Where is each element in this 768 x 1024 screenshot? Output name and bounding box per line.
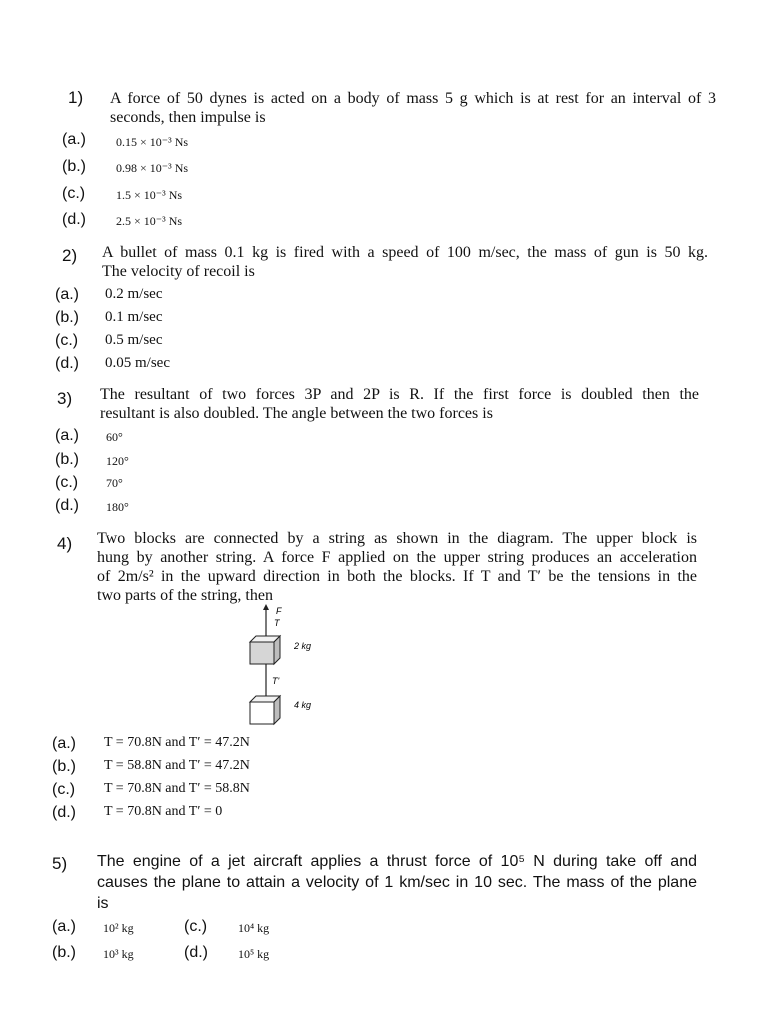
question-5-stem <box>97 851 697 914</box>
question-1-option-d-text: 2.5 × 10⁻³ Ns <box>116 214 183 228</box>
question-4-stem-line-2: hung by another string. A force F applied on the upper string produces an acceleration <box>97 549 697 566</box>
question-3-option-c-label: (c.) <box>55 474 79 491</box>
question-2-stem-line-1: A bullet of mass 0.1 kg is fired with a speed of 100 m/sec, the mass of gun is 50 kg. <box>102 244 708 261</box>
question-1-number: 1) <box>68 88 84 107</box>
question-5-stem-line-2: causes the plane to attain a velocity of 1 km/sec in 10 sec. The mass of the plane <box>97 874 697 891</box>
question-2-option-a-label: (a.) <box>55 286 79 303</box>
question-2-stem-line-2: The velocity of recoil is <box>102 263 255 280</box>
upper-block-front <box>250 642 274 664</box>
question-3-stem-line-1: The resultant of two forces 3P and 2P is R. If the first force is doubled then the <box>100 386 699 403</box>
lower-block-front <box>250 702 274 724</box>
lower-tension-label: T' <box>272 676 280 686</box>
question-4-option-a-label: (a.) <box>52 735 76 752</box>
question-3-stem-line-2: resultant is also doubled. The angle between the two forces is <box>100 405 493 422</box>
question-3-option-a-label: (a.) <box>55 427 79 444</box>
question-4-option-d-label: (d.) <box>52 804 76 821</box>
question-1-option-a-text: 0.15 × 10⁻³ Ns <box>116 135 189 149</box>
question-5-stem-line-3: is <box>97 895 109 912</box>
question-2-number: 2) <box>62 246 78 265</box>
lower-mass-label: 4 kg <box>294 700 312 710</box>
question-5-option-d-text: 10⁵ kg <box>238 947 270 961</box>
question-3-option-a-text: 60° <box>106 430 123 444</box>
question-3-option-d-label: (d.) <box>55 497 79 514</box>
question-5-option-b-text: 10³ kg <box>103 947 134 961</box>
question-2-option-c-text: 0.5 m/sec <box>105 332 163 348</box>
question-5-option-d-label: (d.) <box>184 944 208 961</box>
question-3-option-c-text: 70° <box>106 476 123 490</box>
question-2-option-c-label: (c.) <box>55 332 79 349</box>
question-4-option-b-text: T = 58.8N and T′ = 47.2N <box>104 758 250 773</box>
question-4-stem-line-3: of 2m/s² in the upward direction in both the blocks. If T and T′ be the tensions in the <box>97 568 697 585</box>
question-2-option-d-text: 0.05 m/sec <box>105 355 170 371</box>
question-1-option-c-label: (c.) <box>62 185 86 202</box>
two-blocks-diagram <box>240 602 330 732</box>
force-label: F <box>276 606 282 616</box>
question-2-option-d-label: (d.) <box>55 355 79 372</box>
question-1-option-b-label: (b.) <box>62 158 86 175</box>
question-1-option-b-text: 0.98 × 10⁻³ Ns <box>116 161 189 175</box>
force-arrow-head-icon <box>263 604 269 610</box>
question-5-option-c-label: (c.) <box>184 918 208 935</box>
question-4-option-c-label: (c.) <box>52 781 76 798</box>
question-4-stem-line-4: two parts of the string, then <box>97 587 273 604</box>
question-1-stem-line-2: seconds, then impulse is <box>110 109 266 126</box>
question-4-option-a-text: T = 70.8N and T′ = 47.2N <box>104 735 250 750</box>
question-4-stem-line-1: Two blocks are connected by a string as shown in the diagram. The upper block is <box>97 530 697 547</box>
question-4-option-c-text: T = 70.8N and T′ = 58.8N <box>104 781 250 796</box>
question-1-option-c-text: 1.5 × 10⁻³ Ns <box>116 188 183 202</box>
question-5-option-b-label: (b.) <box>52 944 76 961</box>
question-1-option-d-label: (d.) <box>62 211 86 228</box>
question-2-option-a-text: 0.2 m/sec <box>105 286 163 302</box>
question-5-option-a-text: 10² kg <box>103 921 134 935</box>
question-5-number: 5) <box>52 854 68 873</box>
question-5-option-a-label: (a.) <box>52 918 76 935</box>
question-5-stem-line-1: The engine of a jet aircraft applies a thrust force of 10⁵ N during take off and <box>97 853 697 870</box>
question-4-number: 4) <box>57 534 73 553</box>
question-4-stem <box>97 529 697 605</box>
question-3-option-d-text: 180° <box>106 500 129 514</box>
question-3-option-b-label: (b.) <box>55 451 79 468</box>
question-5-option-c-text: 10⁴ kg <box>238 921 270 935</box>
question-1-option-a-label: (a.) <box>62 131 86 148</box>
question-2-option-b-label: (b.) <box>55 309 79 326</box>
question-3-number: 3) <box>57 389 73 408</box>
question-1-stem <box>110 89 716 127</box>
question-3-stem <box>100 385 699 423</box>
upper-mass-label: 2 kg <box>294 641 312 651</box>
question-2-stem <box>102 243 708 281</box>
question-4-option-b-label: (b.) <box>52 758 76 775</box>
question-1-stem-line-1: A force of 50 dynes is acted on a body of mass 5 g which is at rest for an interval of 3 <box>110 90 716 107</box>
question-4-option-d-text: T = 70.8N and T′ = 0 <box>104 804 223 819</box>
question-3-option-b-text: 120° <box>106 454 129 468</box>
question-2-option-b-text: 0.1 m/sec <box>105 309 163 325</box>
upper-tension-label: T <box>274 618 280 628</box>
